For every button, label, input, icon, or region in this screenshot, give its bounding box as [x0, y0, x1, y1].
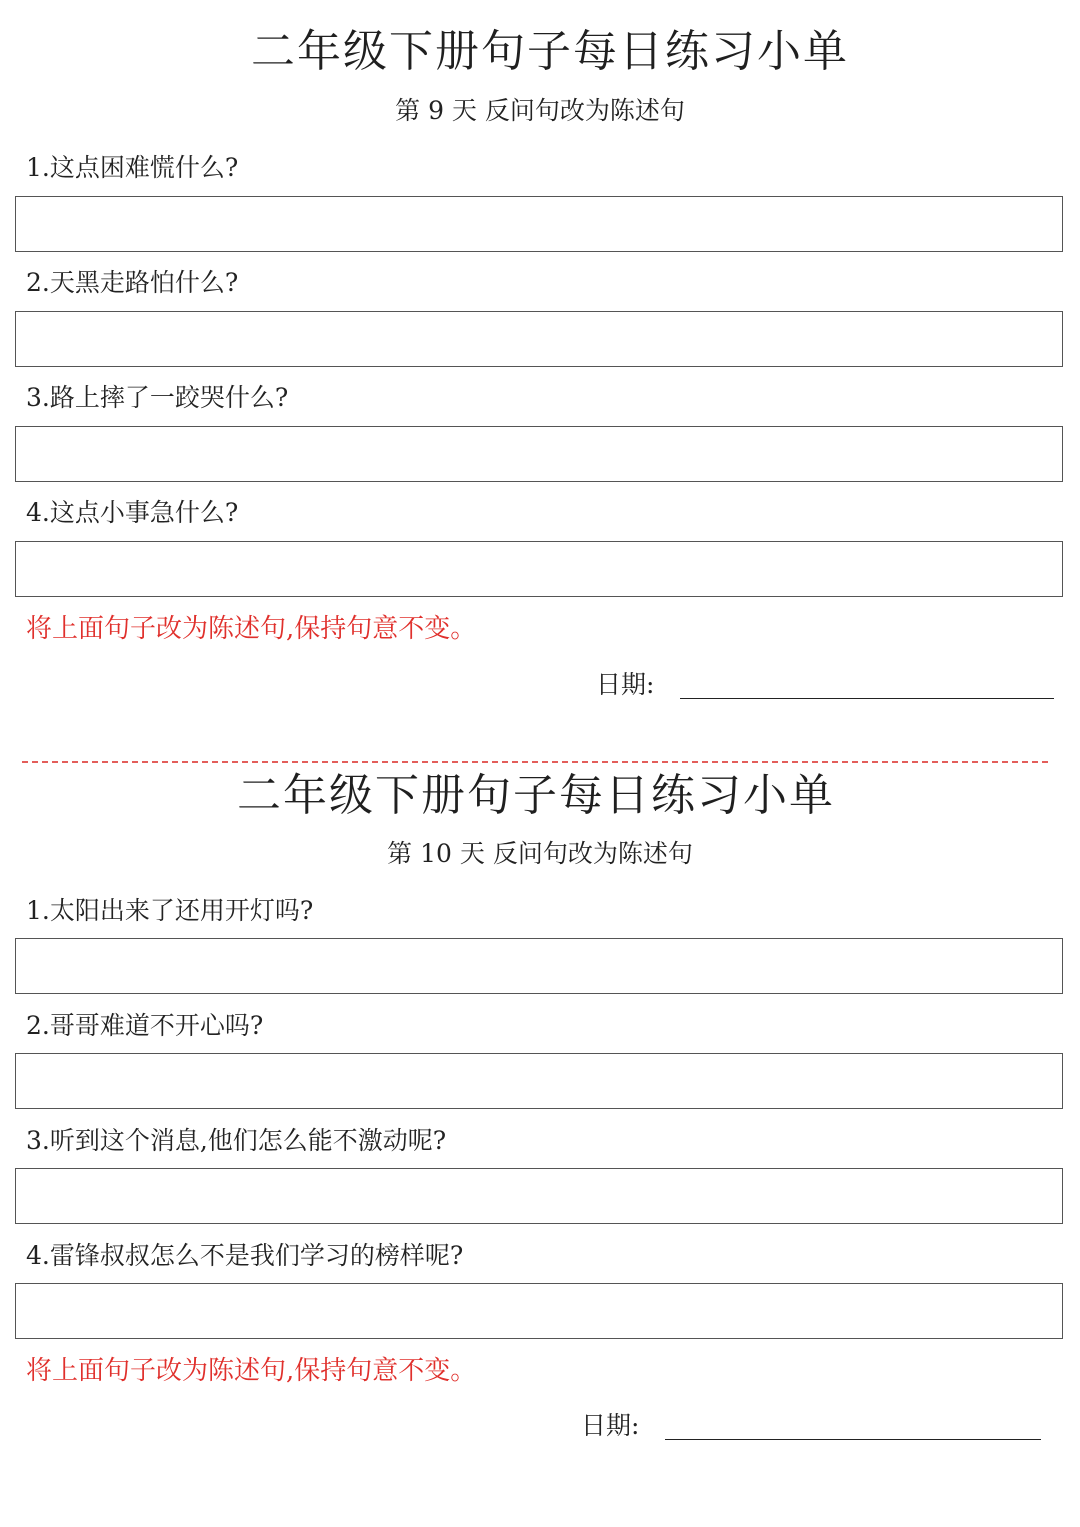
- answer-box-2[interactable]: [15, 311, 1063, 367]
- instruction-text: 将上面句子改为陈述句,保持句意不变。: [26, 1356, 477, 1386]
- instruction-text: 将上面句子改为陈述句,保持句意不变。: [26, 614, 477, 644]
- date-line[interactable]: [665, 1439, 1041, 1440]
- answer-box-4[interactable]: [15, 1283, 1063, 1339]
- worksheet-title: 二年级下册句子每日练习小单: [251, 26, 849, 77]
- question-2: 2.天黑走路怕什么?: [26, 268, 239, 297]
- question-4: 4.雷锋叔叔怎么不是我们学习的榜样呢?: [26, 1241, 464, 1270]
- answer-box-3[interactable]: [15, 1168, 1063, 1224]
- question-3: 3.路上摔了一跤哭什么?: [26, 383, 289, 412]
- date-label: 日期:: [581, 1411, 640, 1440]
- answer-box-1[interactable]: [15, 196, 1063, 252]
- worksheet-subtitle: 第 10 天 反问句改为陈述句: [387, 839, 693, 868]
- date-row: [581, 1409, 1043, 1445]
- answer-box-2[interactable]: [15, 1053, 1063, 1109]
- date-label: 日期:: [596, 670, 655, 699]
- question-3: 3.听到这个消息,他们怎么能不激动呢?: [26, 1126, 447, 1155]
- answer-box-1[interactable]: [15, 938, 1063, 994]
- question-2: 2.哥哥难道不开心吗?: [26, 1011, 264, 1040]
- dashed-separator: [22, 761, 1048, 763]
- date-row: [596, 668, 1056, 704]
- question-1: 1.太阳出来了还用开灯吗?: [26, 896, 314, 925]
- answer-box-4[interactable]: [15, 541, 1063, 597]
- answer-box-3[interactable]: [15, 426, 1063, 482]
- date-line[interactable]: [680, 698, 1054, 699]
- question-4: 4.这点小事急什么?: [26, 498, 239, 527]
- worksheet-subtitle: 第 9 天 反问句改为陈述句: [395, 96, 685, 125]
- question-1: 1.这点困难慌什么?: [26, 153, 239, 182]
- worksheet-title: 二年级下册句子每日练习小单: [237, 770, 835, 821]
